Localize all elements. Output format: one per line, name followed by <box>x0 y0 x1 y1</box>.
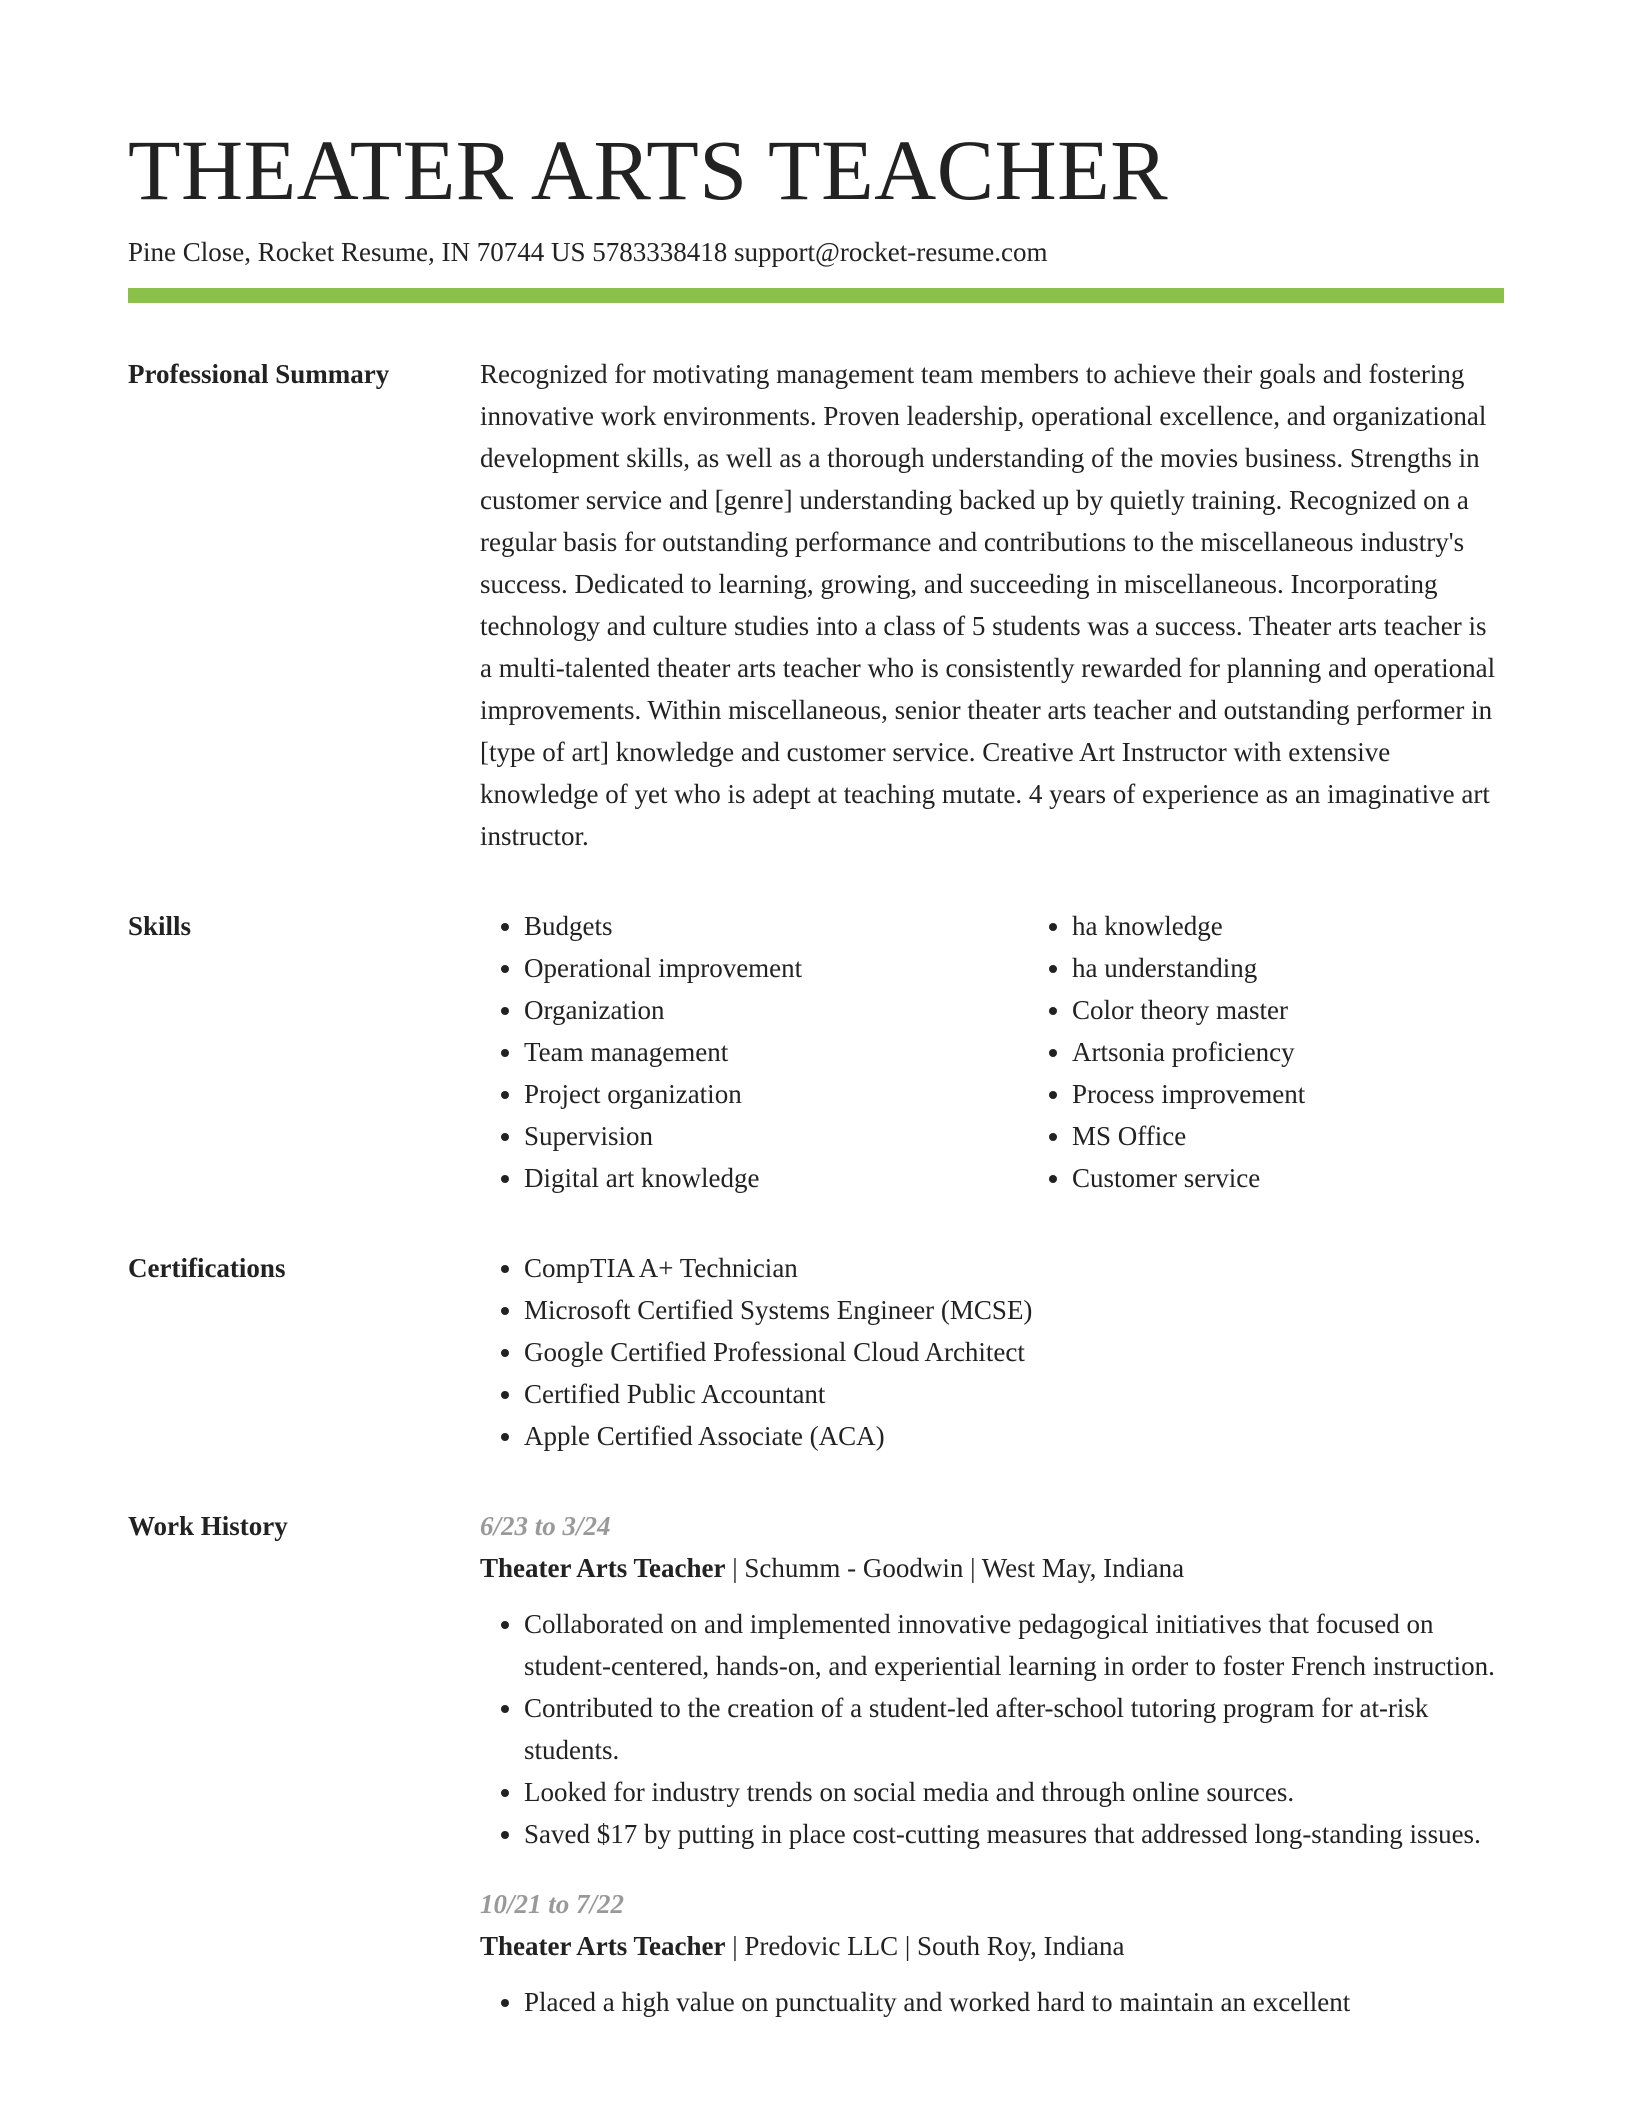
summary-section <box>128 353 1504 857</box>
job-bullets <box>480 1603 1504 1855</box>
list-item: • Color theory master <box>1072 989 1576 1031</box>
list-item: • Operational improvement <box>524 947 1028 989</box>
list-item: • ha knowledge <box>1072 905 1576 947</box>
section-title-work: Work History <box>128 1511 288 1541</box>
skills-list-right <box>1028 905 1576 1199</box>
certifications-list <box>480 1247 1504 1457</box>
job-dates: 10/21 to 7/22 <box>480 1889 625 1919</box>
job-entry <box>480 1505 1504 1855</box>
list-item: • Certified Public Accountant <box>524 1373 1504 1415</box>
job-bullets <box>480 1981 1504 2023</box>
list-item: • Artsonia proficiency <box>1072 1031 1576 1073</box>
summary-text: Recognized for motivating management team members to achieve their goals and fostering innovative work environments. Proven leadership, operational excellence, and organizational development skills, as well as a thorough understanding of the movies business. Strengths in customer service and [genre] understanding backed up by quietly training. Recognized on a regular basis for outstanding performance and contributions to the miscellaneous industry's success. Dedicated to learning, growing, and succeeding in miscellaneous. Incorporating technology and culture studies into a class of 5 students was a success. Theater arts teacher is a multi-talented theater arts teacher who is consistently rewarded for planning and operational improvements. Within miscellaneous, senior theater arts teacher and outstanding performer in [type of art] knowledge and customer service. Creative Art Instructor with extensive knowledge of yet who is adept at teaching mutate. 4 years of experience as an imaginative art instructor. <box>480 359 1496 851</box>
list-item: • ha understanding <box>1072 947 1576 989</box>
certifications-section <box>128 1247 1504 1457</box>
job-details: | Predovic LLC | South Roy, Indiana <box>725 1931 1125 1961</box>
list-item: • Saved $17 by putting in place cost-cutting measures that addressed long-standing issues. <box>524 1813 1504 1855</box>
section-title-certifications: Certifications <box>128 1253 286 1283</box>
list-item: • Process improvement <box>1072 1073 1576 1115</box>
list-item: • Collaborated on and implemented innovative pedagogical initiatives that focused on student-centered, hands-on, and experiential learning in order to foster French instruction. <box>524 1603 1504 1687</box>
section-title-skills: Skills <box>128 911 192 941</box>
job-heading <box>480 1547 1504 1589</box>
list-item: • Looked for industry trends on social media and through online sources. <box>524 1771 1504 1813</box>
contact-line: Pine Close, Rocket Resume, IN 70744 US 5783338418 support@rocket-resume.com <box>128 237 1048 267</box>
job-dates: 6/23 to 3/24 <box>480 1511 611 1541</box>
list-item: • Team management <box>524 1031 1028 1073</box>
job-details: | Schumm - Goodwin | West May, Indiana <box>725 1553 1185 1583</box>
list-item: • Digital art knowledge <box>524 1157 1028 1199</box>
resume-name: THEATER ARTS TEACHER <box>128 122 1169 218</box>
job-title: Theater Arts Teacher <box>480 1553 726 1583</box>
list-item: • Contributed to the creation of a student-led after-school tutoring program for at-risk students. <box>524 1687 1504 1771</box>
list-item: • Apple Certified Associate (ACA) <box>524 1415 1504 1457</box>
section-title-summary: Professional Summary <box>128 359 390 389</box>
list-item: • Organization <box>524 989 1028 1031</box>
list-item: • Customer service <box>1072 1157 1576 1199</box>
list-item: • Budgets <box>524 905 1028 947</box>
job-heading <box>480 1925 1504 1967</box>
skills-list-left <box>480 905 1028 1199</box>
skills-section <box>128 905 1504 1199</box>
resume-page <box>128 118 1504 2051</box>
list-item: • Project organization <box>524 1073 1028 1115</box>
list-item: • Microsoft Certified Systems Engineer (MCSE) <box>524 1289 1504 1331</box>
list-item: • Google Certified Professional Cloud Architect <box>524 1331 1504 1373</box>
list-item: • Supervision <box>524 1115 1028 1157</box>
list-item: • MS Office <box>1072 1115 1576 1157</box>
header-divider <box>128 288 1504 303</box>
job-entry <box>480 1883 1504 2023</box>
list-item: • Placed a high value on punctuality and worked hard to maintain an excellent <box>524 1981 1504 2023</box>
list-item: • CompTIA A+ Technician <box>524 1247 1504 1289</box>
work-section <box>128 1505 1504 2051</box>
job-title: Theater Arts Teacher <box>480 1931 726 1961</box>
